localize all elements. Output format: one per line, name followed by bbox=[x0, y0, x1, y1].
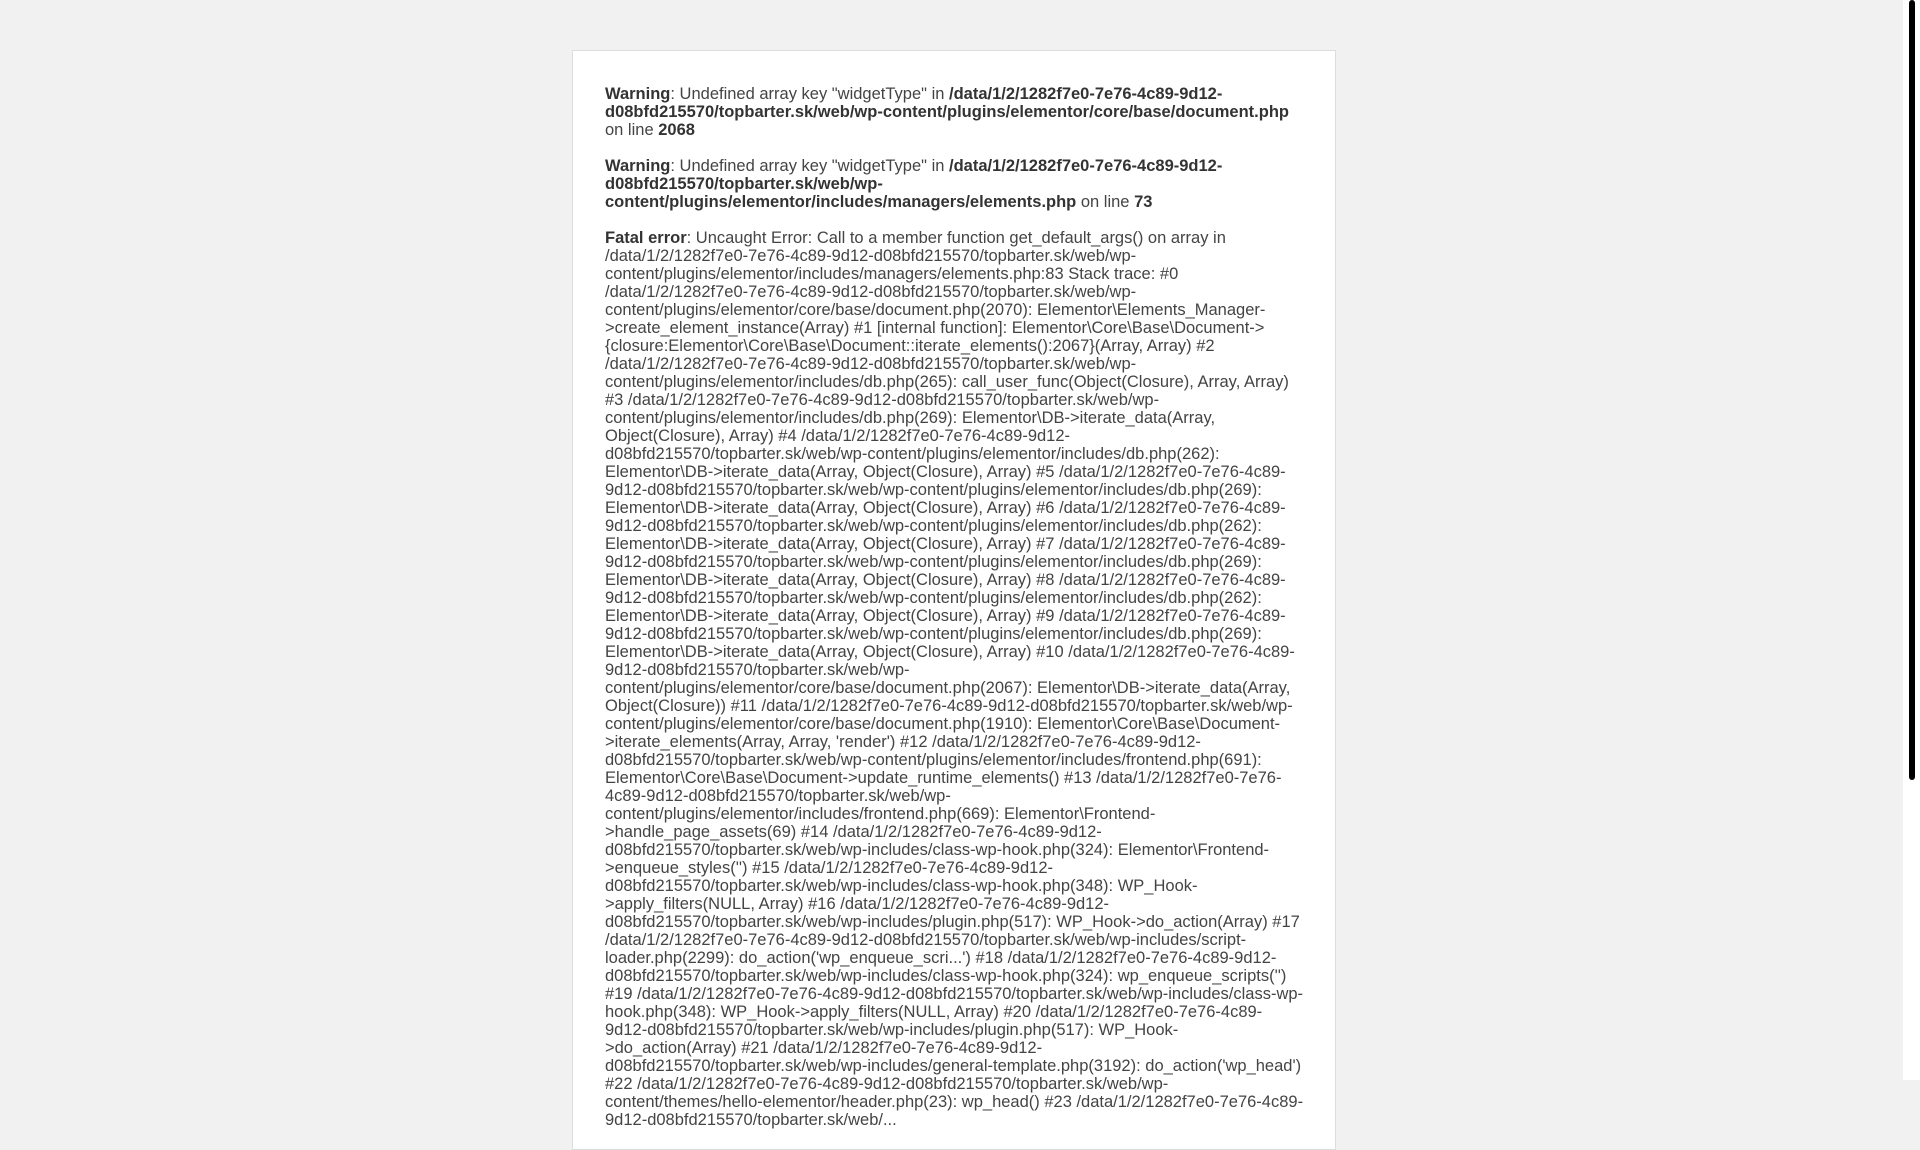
warning-text: : Undefined array key "widgetType" in bbox=[670, 85, 949, 103]
vertical-scrollbar[interactable] bbox=[1903, 0, 1920, 1080]
warning-on-line-text: on line bbox=[1076, 193, 1135, 211]
warning-line-number: 2068 bbox=[658, 121, 695, 139]
error-page-container bbox=[572, 50, 1336, 1150]
warning-on-line-text: on line bbox=[605, 121, 659, 139]
scrollbar-thumb[interactable] bbox=[1909, 0, 1915, 780]
warning-label: Warning bbox=[605, 85, 671, 103]
warning-line-number: 73 bbox=[1134, 193, 1153, 211]
warning-file-path: /data/1/2/1282f7e0-7e76-4c89-9d12-d08bfd215570/topbarter.sk/web/wp-content/plugins/elementor/core/base/document.php bbox=[605, 85, 1289, 121]
fatal-error-label: Fatal error bbox=[605, 229, 687, 247]
warning-message-2 bbox=[605, 157, 1304, 211]
fatal-error-stack-trace: : Uncaught Error: Call to a member function get_default_args() on array in /data/1/2/1282f7e0-7e76-4c89-9d12-d08bfd215570/topbarter.sk/web/wp-content/plugins/elementor/includes/managers/elements.php:83 Stack trace: #0 /data/1/2/1282f7e0-7e76-4c89-9d12-d08bfd215570/topbarter.sk/web/wp-content/plugins/elementor/core/base/document.php(2070): Elementor\Elements_Manager->create_element_instance(Array) #1 [internal function]: Elementor\Core\Base\Document->{closure:Elementor\Core\Base\Document::iterate_elements():2067}(Array, Array) #2 /data/1/2/1282f7e0-7e76-4c89-9d12-d08bfd215570/topbarter.sk/web/wp-content/plugins/elementor/includes/db.php(265): call_user_func(Object(Closure), Array, Array) #3 /data/1/2/1282f7e0-7e76-4c89-9d12-d08bfd215570/topbarter.sk/web/wp-content/plugins/elementor/includes/db.php(269): Elementor\DB->iterate_data(Array, Object(Closure), Array) #4 /data/1/2/1282f7e0-7e76-4c89-9d12-d08bfd215570/topbarter.sk/web/wp-content/plugins/elementor/includes/db.php(262): Elementor\DB->iterate_data(Array, Object(Closure), Array) #5 /data/1/2/1282f7e0-7e76-4c89-9d12-d08bfd215570/topbarter.sk/web/wp-content/plugins/elementor/includes/db.php(269): Elementor\DB->iterate_data(Array, Object(Closure), Array) #6 /data/1/2/1282f7e0-7e76-4c89-9d12-d08bfd215570/topbarter.sk/web/wp-content/plugins/elementor/includes/db.php(262): Elementor\DB->iterate_data(Array, Object(Closure), Array) #7 /data/1/2/1282f7e0-7e76-4c89-9d12-d08bfd215570/topbarter.sk/web/wp-content/plugins/elementor/includes/db.php(269): Elementor\DB->iterate_data(Array, Object(Closure), Array) #8 /data/1/2/1282f7e0-7e76-4c89-9d12-d08bfd215570/topbarter.sk/web/wp-content/plugins/elementor/includes/db.php(262): Elementor\DB->iterate_data(Array, Object(Closure), Array) #9 /data/1/2/1282f7e0-7e76-4c89-9d12-d08bfd215570/topbarter.sk/web/wp-content/plugins/elementor/includes/db.php(269): Elementor\DB->iterate_data(Array, Object(Closure), Array) #10 /data/1/2/1282f7e0-7e76-4c89-9d12-d08bfd215570/topbarter.sk/web/wp-content/plugins/elementor/core/base/document.php(2067): Elementor\DB->iterate_data(Array, Object(Closure)) #11 /data/1/2/1282f7e0-7e76-4c89-9d12-d08bfd215570/topbarter.sk/web/wp-content/plugins/elementor/core/base/document.php(1910): Elementor\Core\Base\Document->iterate_elements(Array, Array, 'render') #12 /data/1/2/1282f7e0-7e76-4c89-9d12-d08bfd215570/topbarter.sk/web/wp-content/plugins/elementor/includes/frontend.php(691): Elementor\Core\Base\Document->update_runtime_elements() #13 /data/1/2/1282f7e0-7e76-4c89-9d12-d08bfd215570/topbarter.sk/web/wp-content/plugins/elementor/includes/frontend.php(669): Elementor\Frontend->handle_page_assets(69) #14 /data/1/2/1282f7e0-7e76-4c89-9d12-d08bfd215570/topbarter.sk/web/wp-includes/class-wp-hook.php(324): Elementor\Frontend->enqueue_styles('') #15 /data/1/2/1282f7e0-7e76-4c89-9d12-d08bfd215570/topbarter.sk/web/wp-includes/class-wp-hook.php(348): WP_Hook->apply_filters(NULL, Array) #16 /data/1/2/1282f7e0-7e76-4c89-9d12-d08bfd215570/topbarter.sk/web/wp-includes/plugin.php(517): WP_Hook->do_action(Array) #17 /data/1/2/1282f7e0-7e76-4c89-9d12-d08bfd215570/topbarter.sk/web/wp-includes/script-loader.php(2299): do_action('wp_enqueue_scri...') #18 /data/1/2/1282f7e0-7e76-4c89-9d12-d08bfd215570/topbarter.sk/web/wp-includes/class-wp-hook.php(324): wp_enqueue_scripts('') #19 /data/1/2/1282f7e0-7e76-4c89-9d12-d08bfd215570/topbarter.sk/web/wp-includes/class-wp-hook.php(348): WP_Hook->apply_filters(NULL, Array) #20 /data/1/2/1282f7e0-7e76-4c89-9d12-d08bfd215570/topbarter.sk/web/wp-includes/plugin.php(517): WP_Hook->do_action(Array) #21 /data/1/2/1282f7e0-7e76-4c89-9d12-d08bfd215570/topbarter.sk/web/wp-includes/general-template.php(3192): do_action('wp_head') #22 /data/1/2/1282f7e0-7e76-4c89-9d12-d08bfd215570/topbarter.sk/web/wp-content/themes/hello-elementor/header.php(23): wp_head() #23 /data/1/2/1282f7e0-7e76-4c89-9d12-d08bfd215570/topbarter.sk/web/... bbox=[605, 229, 1304, 1129]
warning-file-path: /data/1/2/1282f7e0-7e76-4c89-9d12-d08bfd215570/topbarter.sk/web/wp-content/plugins/elementor/includes/managers/elements.php bbox=[605, 157, 1223, 211]
warning-label: Warning bbox=[605, 157, 671, 175]
warning-text: : Undefined array key "widgetType" in bbox=[670, 157, 949, 175]
warning-message-1 bbox=[605, 85, 1304, 139]
fatal-error-message bbox=[605, 229, 1304, 1129]
